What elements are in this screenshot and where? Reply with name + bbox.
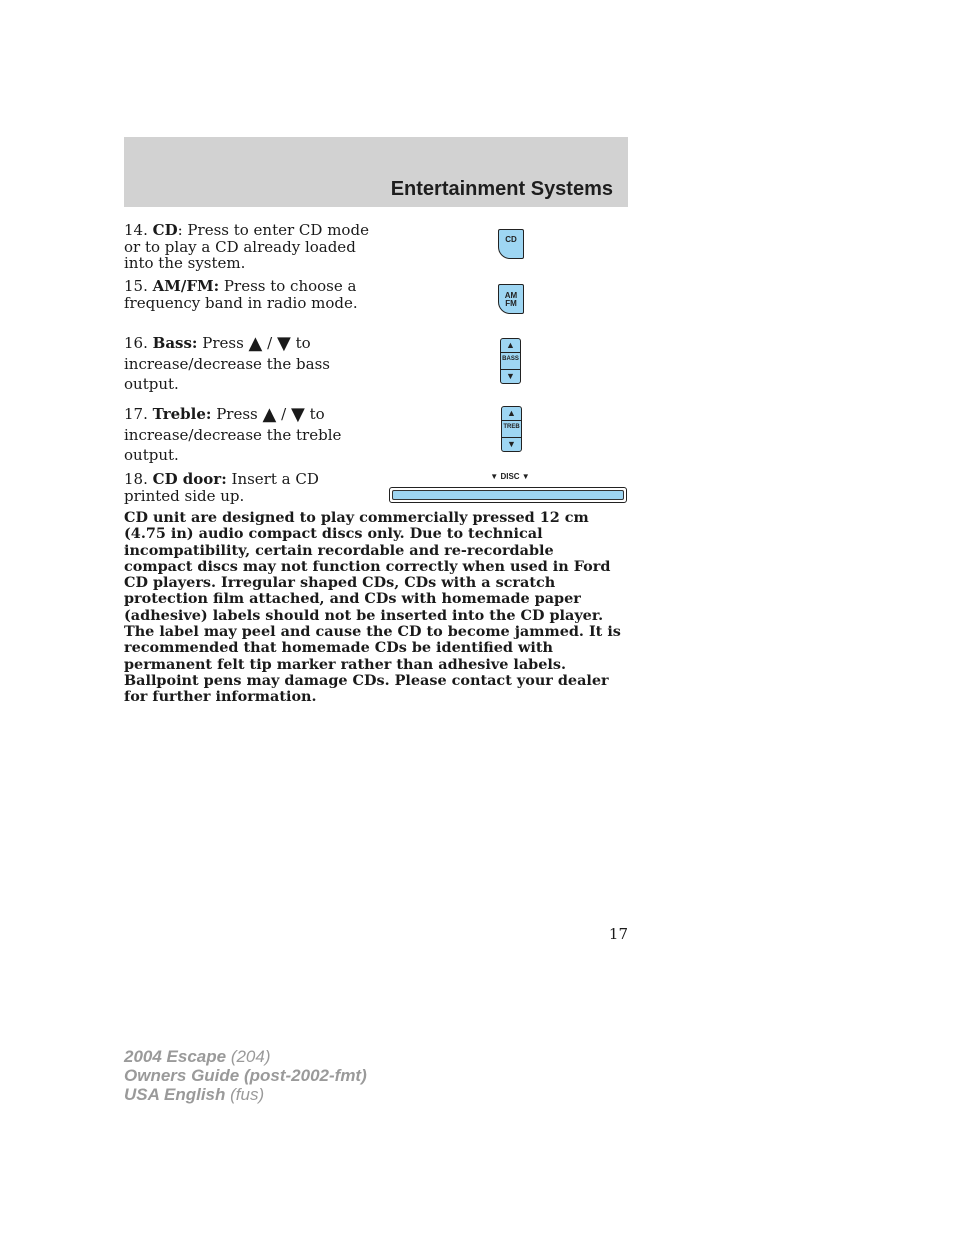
fm-label: FM — [505, 299, 517, 308]
item-number: 14. — [124, 221, 148, 239]
item-separator: : — [177, 221, 183, 239]
item-bass — [124, 333, 380, 394]
item-label: AM/FM: — [152, 277, 220, 295]
slash: / — [262, 334, 277, 352]
item-text-pre: Press — [211, 405, 263, 423]
amfm-button — [498, 284, 524, 314]
cd-button-label: CD — [505, 235, 517, 244]
item-text: Insert a CD printed side up. — [124, 470, 319, 505]
bass-up-icon: ▲ — [501, 339, 520, 353]
cd-warning-paragraph: CD unit are designed to play commercially pressed 12 cm (4.75 in) audio compact discs only. Due to technical incompatibility, certain recordable and re-recordable compact discs may not function correctly when used in Ford CD players. Irregular shaped CDs, CDs with a scratch protection film attached, and CDs with homemade paper (adhesive) labels should not be inserted into the CD player. The label may peel and cause the CD to become jammed. It is recommended that homemade CDs be identified with permanent felt tip marker rather than adhesive labels. Ballpoint pens may damage CDs. Please contact your dealer for further information. — [124, 509, 621, 706]
item-text: Press to enter CD mode or to play a CD already loaded into the system. — [124, 221, 369, 272]
item-number: 17. — [124, 405, 148, 423]
section-header-band — [124, 137, 628, 207]
item-label: Bass: — [152, 334, 198, 352]
item-number: 16. — [124, 334, 148, 352]
treble-up-icon: ▲ — [502, 407, 521, 421]
cd-door-slot — [389, 487, 627, 503]
down-arrow-icon: ▼ — [276, 333, 291, 354]
item-text-post: to increase/decrease the treble output. — [124, 405, 342, 464]
bass-label: BASS — [502, 356, 519, 362]
item-text-pre: Press — [197, 334, 249, 352]
down-arrow-icon: ▼ — [290, 404, 305, 425]
item-amfm — [124, 278, 380, 311]
item-cd-door — [124, 471, 364, 504]
cd-slot-opening — [392, 490, 624, 500]
section-title: Entertainment Systems — [390, 178, 613, 200]
item-label: CD — [152, 221, 178, 239]
item-cd — [124, 222, 380, 272]
treble-down-icon: ▼ — [502, 437, 521, 451]
item-treble — [124, 404, 380, 465]
cd-button — [498, 229, 524, 259]
footer-line-1: 2004 Escape (204) — [124, 1047, 271, 1066]
footer-line-3: USA English (fus) — [124, 1085, 265, 1104]
item-text: Press to choose a frequency band in radio mode. — [124, 277, 358, 312]
item-label: Treble: — [152, 405, 212, 423]
page-number: 17 — [608, 925, 628, 943]
item-text-post: to increase/decrease the bass output. — [124, 334, 330, 393]
am-label: AM — [504, 291, 518, 300]
up-arrow-icon: ▲ — [248, 333, 263, 354]
item-number: 15. — [124, 277, 148, 295]
footer-line-2: Owners Guide (post-2002-fmt) — [124, 1066, 367, 1085]
up-arrow-icon: ▲ — [262, 404, 277, 425]
document-footer — [124, 1047, 367, 1104]
bass-rocker-button — [500, 338, 521, 384]
treble-label: TREB — [503, 424, 520, 430]
disc-label: ▼ DISC ▼ — [490, 472, 530, 481]
treble-rocker-button — [501, 406, 522, 452]
item-label: CD door: — [152, 470, 227, 488]
slash: / — [276, 405, 291, 423]
bass-down-icon: ▼ — [501, 369, 520, 383]
item-number: 18. — [124, 470, 148, 488]
